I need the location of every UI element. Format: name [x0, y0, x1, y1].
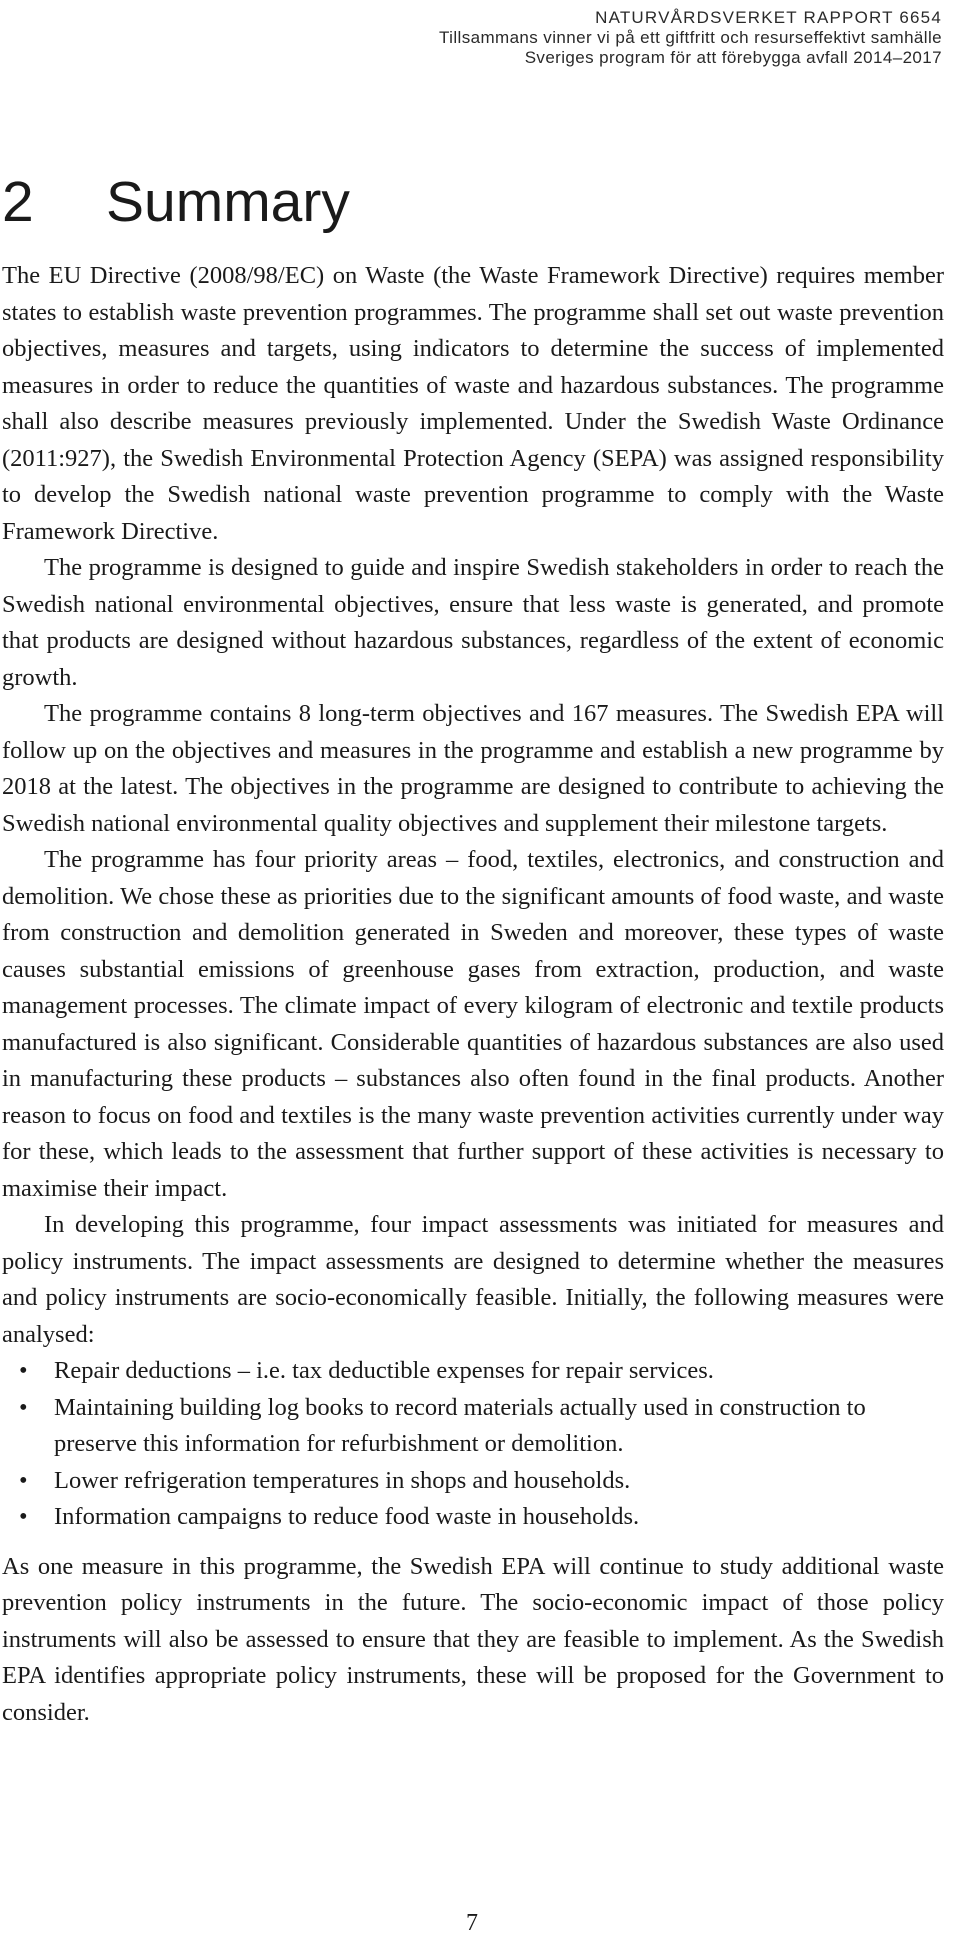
list-item-text: Lower refrigeration temperatures in shops and households.: [54, 1466, 631, 1494]
list-item-text: Information campaigns to reduce food waste in households.: [54, 1503, 640, 1530]
chapter-number: 2: [2, 170, 34, 234]
paragraph: The programme is designed to guide and inspire Swedish stakeholders in order to reach the Swedish national environmental objectives, ensure that less waste is generated, and promote that products are designed without hazardous substances, regardless of the extent of economic growth.: [2, 554, 944, 691]
list-item: [2, 1353, 944, 1390]
running-header: [122, 8, 942, 68]
bullet-icon: •: [19, 1466, 28, 1494]
paragraph: The programme contains 8 long-term objectives and 167 measures. The Swedish EPA will follow up on the objectives and measures in the programme and establish a new programme by 2018 at the latest. The objectives in the programme are designed to contribute to achieving the Swedish national environmental quality objectives and supplement their milestone targets.: [2, 700, 944, 837]
list-item-text: Repair deductions – i.e. tax deductible expenses for repair services.: [54, 1357, 714, 1384]
report-number: NATURVÅRDSVERKET RAPPORT 6654: [595, 8, 942, 27]
list-item: [2, 1499, 944, 1536]
chapter-heading: [2, 168, 350, 236]
bullet-icon: •: [19, 1357, 28, 1384]
list-item: [2, 1390, 944, 1463]
page-number: 7: [466, 1910, 478, 1936]
list-item-text: Maintaining building log books to record materials actually used in construction to preserve this information for refurbishment or demolition.: [54, 1393, 866, 1457]
paragraph: The programme has four priority areas – food, textiles, electronics, and construction and demolition. We chose these as priorities due to the significant amounts of food waste, and waste from construction and demolition generated in Sweden and moreover, these types of waste causes substantial emissions of greenhouse gases from extraction, production, and waste management processes. The climate impact of every kilogram of electronic and textile products manufactured is also significant. Considerable quantities of hazardous substances are also used in manufacturing these products – substances also often found in the final products. Another reason to focus on food and textiles is the many waste prevention activities currently under way for these, which leads to the assessment that further support of these activities is necessary to maximise their impact.: [2, 846, 944, 1202]
bullet-icon: •: [19, 1503, 28, 1530]
program-title: Sveriges program för att förebygga avfall 2014–2017: [524, 48, 942, 67]
list-item: [2, 1463, 944, 1500]
paragraph: In developing this programme, four impact assessments was initiated for measures and policy instruments. The impact assessments are designed to determine whether the measures and policy instruments are socio-economically feasible. Initially, the following measures were analysed:: [2, 1211, 944, 1348]
paragraph: The EU Directive (2008/98/EC) on Waste (the Waste Framework Directive) requires member states to establish waste prevention programmes. The programme shall set out waste prevention objectives, measures and targets, using indicators to determine the success of implemented measures in order to reduce the quantities of waste and hazardous substances. The programme shall also describe measures previously implemented. Under the Swedish Waste Ordinance (2011:927), the Swedish Environmental Protection Agency (SEPA) was assigned responsibility to develop the Swedish national waste prevention programme to comply with the Waste Framework Directive.: [2, 262, 944, 545]
measures-list: [2, 1353, 944, 1536]
report-subtitle: Tillsammans vinner vi på ett giftfritt och resurseffektivt samhälle: [439, 28, 942, 47]
closing-paragraph: As one measure in this programme, the Swedish EPA will continue to study additional waste prevention policy instruments in the future. The socio-economic impact of those policy instruments will also be assessed to ensure that they are feasible to implement. As the Swedish EPA identifies appropriate policy instruments, these will be proposed for the Government to consider.: [2, 1552, 944, 1726]
chapter-title: Summary: [106, 170, 350, 234]
bullet-icon: •: [19, 1393, 28, 1421]
body-text: [2, 258, 944, 1731]
